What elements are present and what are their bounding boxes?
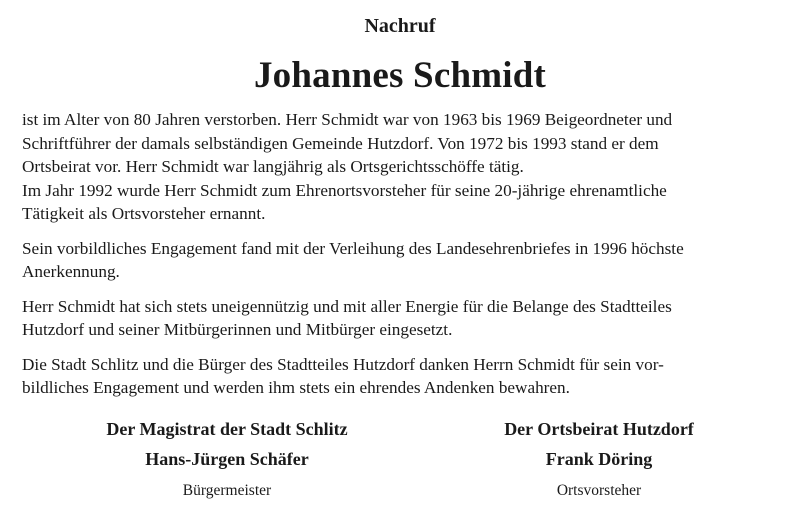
paragraph-biography — [22, 108, 782, 226]
text-line: Ortsbeirat vor. Herr Schmidt war langjährig als Ortsgerichtsschöffe tätig. — [22, 157, 524, 176]
paragraph-award — [22, 237, 782, 284]
signature-organization: Der Magistrat der Stadt Schlitz — [106, 419, 348, 439]
notice-body — [22, 108, 782, 411]
signature-person: Frank Döring — [545, 449, 653, 469]
signature-role: Bürgermeister — [182, 482, 272, 499]
text-line: Herr Schmidt hat sich stets uneigennützig und mit aller Energie für die Belange des Stadtteiles — [22, 296, 672, 316]
text-line: bildliches Engagement und werden ihm stets ein ehrendes Andenken bewahren. — [22, 378, 570, 397]
signature-person: Hans-Jürgen Schäfer — [145, 449, 309, 469]
text-line: Hutzdorf und seiner Mitbürgerinnen und Mitbürger eingesetzt. — [22, 320, 453, 339]
paragraph-gratitude — [22, 353, 782, 400]
signature-block-ortsbeirat — [434, 414, 764, 504]
notice-kicker: Nachruf — [364, 15, 436, 37]
text-line: Die Stadt Schlitz und die Bürger des Stadtteiles Hutzdorf danken Herrn Schmidt für sein vor- — [22, 354, 664, 374]
text-line: Sein vorbildliches Engagement fand mit der Verleihung des Landesehrenbriefes in 1996 höchste — [22, 238, 684, 258]
text-line: Im Jahr 1992 wurde Herr Schmidt zum Ehrenortsvorsteher für seine 20-jährige ehrenamtliche — [22, 180, 667, 200]
signature-block-magistrat — [62, 414, 392, 504]
deceased-name: Johannes Schmidt — [253, 55, 547, 96]
text-line: Schriftführer der damals selbständigen Gemeinde Hutzdorf. Von 1972 bis 1993 stand er dem — [22, 133, 659, 153]
paragraph-commitment — [22, 295, 782, 342]
text-line: Anerkennung. — [22, 262, 120, 281]
text-line: Tätigkeit als Ortsvorsteher ernannt. — [22, 204, 266, 223]
signature-role: Ortsvorsteher — [556, 482, 642, 499]
signature-organization: Der Ortsbeirat Hutzdorf — [504, 419, 694, 439]
text-line: ist im Alter von 80 Jahren verstorben. Herr Schmidt war von 1963 bis 1969 Beigeordneter und — [22, 110, 673, 129]
